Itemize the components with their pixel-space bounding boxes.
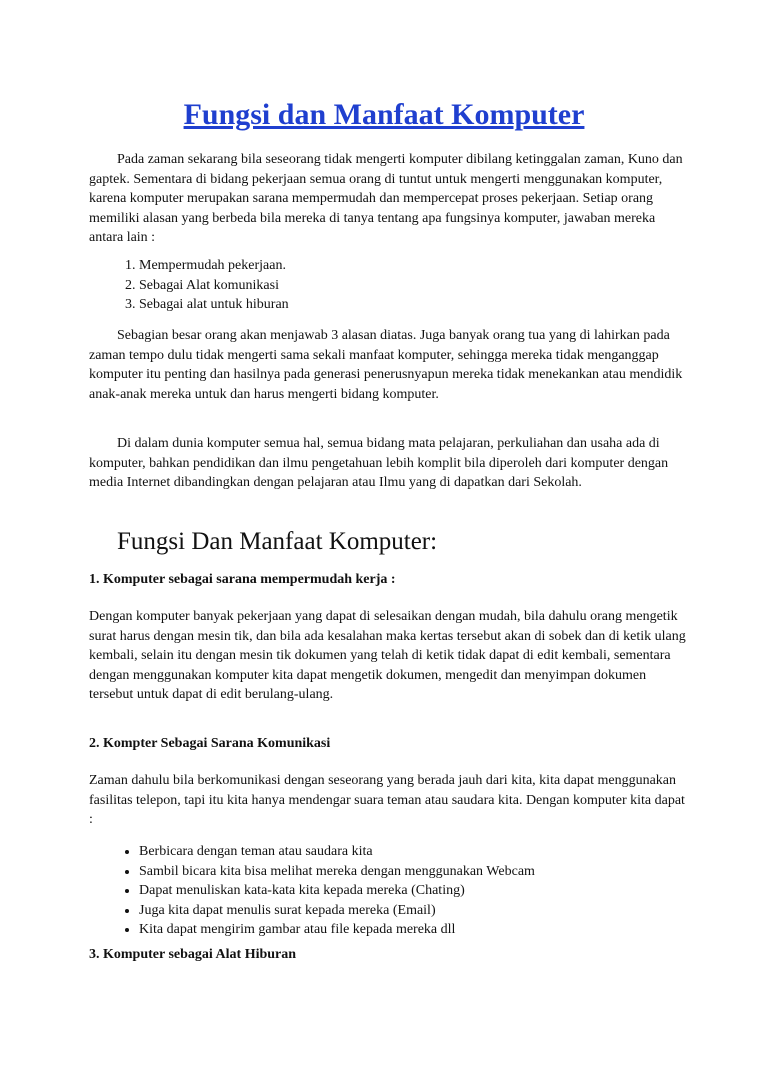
intro-paragraph: Pada zaman sekarang bila seseorang tidak mengerti komputer dibilang ketinggalan zaman, Kuno dan gaptek. Sementara di bidang pekerjaan semua orang di tuntut untuk mengerti menggunakan komputer, karena komputer merupakan sarana mempermudah dan mempercepat proses pekerjaan. Setiap orang memiliki alasan yang berbeda bila mereka di tanya tentang apa fungsinya komputer, jawaban mereka antara lain : — [89, 152, 683, 246]
communication-list — [89, 842, 739, 940]
page-title[interactable]: Fungsi dan Manfaat Komputer — [183, 98, 585, 131]
section-subtitle: Fungsi Dan Manfaat Komputer: — [117, 528, 438, 555]
paragraph-3: Di dalam dunia komputer semua hal, semua bidang mata pelajaran, perkuliahan dan usaha ada di komputer, bahkan pendidikan dan ilmu pengetahuan lebih komplit bila diperoleh dari komputer dengan media Internet dibandingkan dengan pelajaran atau Ilmu yang di dapatkan dari Sekolah. — [89, 436, 669, 491]
section-1-heading: 1. Komputer sebagai sarana mempermudah kerja : — [89, 572, 396, 587]
section-2-text: Zaman dahulu bila berkomunikasi dengan seseorang yang berada jauh dari kita, kita dapat menggunakan fasilitas telepon, tapi itu kita hanya mendengar suara teman atau saudara kita. Dengan komputer kita dapat : — [89, 773, 685, 828]
list-item: 3. Sebagai alat untuk hiburan — [139, 295, 739, 315]
list-item: • Dapat menuliskan kata-kata kita kepada mereka (Chating) — [139, 881, 739, 901]
section-3-heading: 3. Komputer sebagai Alat Hiburan — [89, 947, 297, 962]
section-1-text: Dengan komputer banyak pekerjaan yang dapat di selesaikan dengan mudah, bila dahulu orang mengetik surat harus dengan mesin tik, dan bila ada kesalahan maka kertas tersebut akan di sobek dan di ketik ulang kembali, selain itu dengan mesin tik dokumen yang telah di ketik tidak dapat di edit kembali, sementara dengan menggunakan komputer kita dapat mengetik dokumen, mengedit dan menyimpan dokumen tersebut untuk dapat di edit berulang-ulang. — [89, 609, 686, 703]
list-item: 1. Mempermudah pekerjaan. — [139, 256, 739, 276]
section-2-heading: 2. Kompter Sebagai Sarana Komunikasi — [89, 736, 331, 751]
list-item: • Kita dapat mengirim gambar atau file kepada mereka dll — [139, 920, 739, 940]
list-item: • Berbicara dengan teman atau saudara kita — [139, 842, 739, 862]
list-item: • Juga kita dapat menulis surat kepada mereka (Email) — [139, 901, 739, 921]
list-item: • Sambil bicara kita bisa melihat mereka dengan menggunakan Webcam — [139, 862, 739, 882]
paragraph-2: Sebagian besar orang akan menjawab 3 alasan diatas. Juga banyak orang tua yang di lahirkan pada zaman tempo dulu tidak mengerti sama sekali manfaat komputer, sehingga mereka tidak menganggap komputer itu penting dan hasilnya pada generasi penerusnyapun mereka tidak menekankan atau mendidik anak-anak mereka untuk dan harus mengerti bidang komputer. — [89, 328, 683, 402]
list-item: 2. Sebagai Alat komunikasi — [139, 276, 739, 296]
reasons-list — [89, 256, 739, 315]
